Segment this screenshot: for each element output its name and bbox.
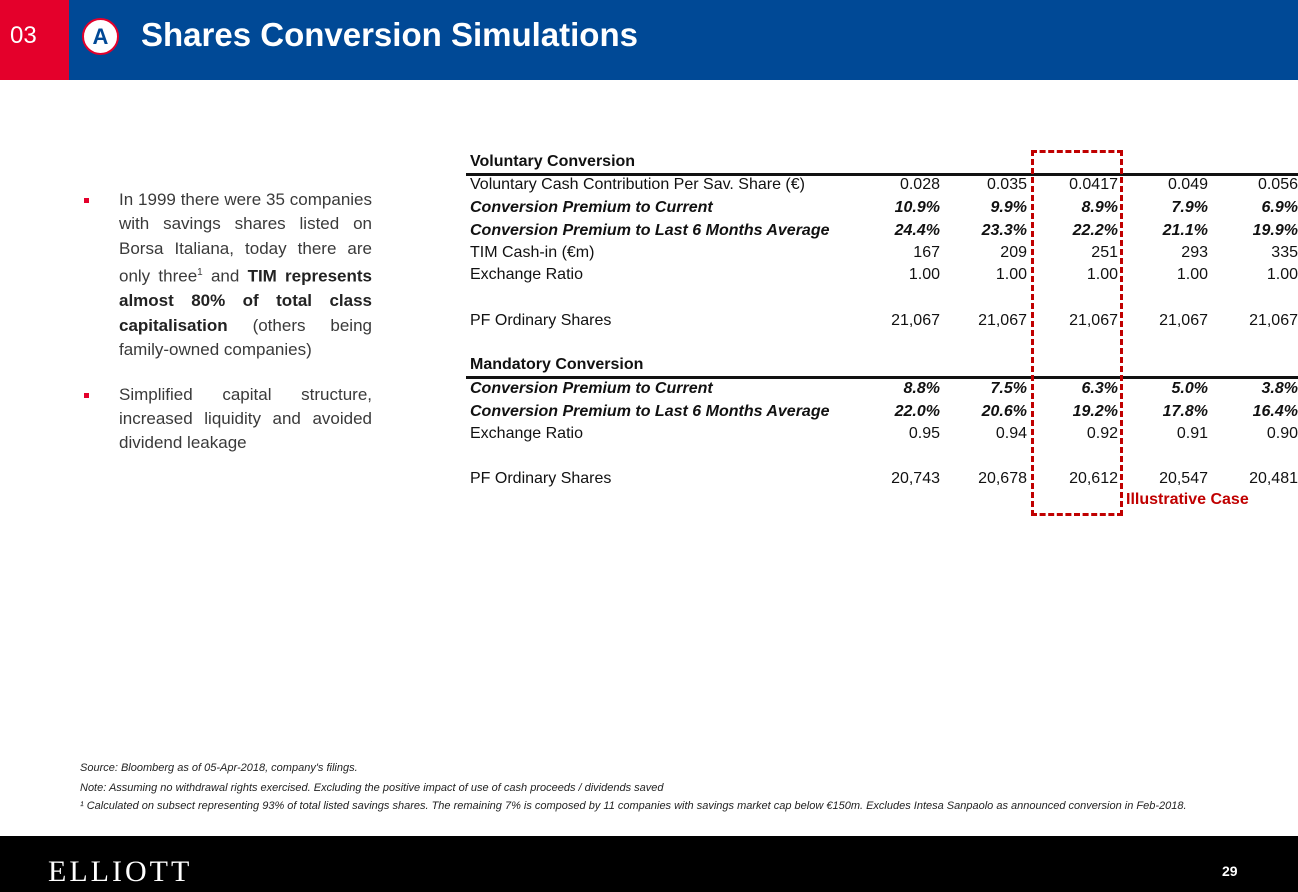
cell: 6.9%	[1261, 199, 1298, 216]
cell: 7.9%	[1171, 199, 1208, 216]
cell: 22.0%	[894, 403, 940, 420]
cell: 251	[1091, 244, 1118, 261]
assumption-note: Note: Assuming no withdrawal rights exercised. Excluding the positive impact of use of cash proceeds / dividends saved	[80, 782, 664, 794]
page-number: 29	[1222, 863, 1238, 879]
cell: 1.00	[1266, 266, 1298, 283]
cell: 24.4%	[894, 222, 940, 239]
bullet-item	[80, 188, 372, 363]
footer-bar	[0, 836, 1298, 892]
cell: 1.00	[1086, 266, 1118, 283]
cell: 1.00	[1176, 266, 1208, 283]
bullet-text: and	[202, 266, 248, 286]
elliott-logo: ELLIOTT	[48, 855, 193, 888]
table-row	[466, 310, 1298, 332]
row-label: Conversion Premium to Current	[470, 380, 713, 397]
cell: 19.9%	[1252, 222, 1298, 239]
bullet-emphasis: TIM represents almost 80% of total class capitalisation	[119, 266, 372, 335]
cell: 10.9%	[894, 199, 940, 216]
cell: 1.00	[995, 266, 1027, 283]
row-label: Exchange Ratio	[470, 425, 583, 442]
cell: 8.9%	[1081, 199, 1118, 216]
bullet-square-icon	[84, 393, 89, 398]
header-bar	[0, 0, 1298, 80]
table-row	[466, 468, 1298, 490]
row-label: Conversion Premium to Last 6 Months Average	[470, 222, 830, 239]
cell: 17.8%	[1162, 403, 1208, 420]
cell: 19.2%	[1072, 403, 1118, 420]
bullet-text: Simplified capital structure, increased liquidity and avoided dividend leakage	[119, 384, 372, 453]
section-number: 03	[0, 0, 69, 80]
cell: 21,067	[1069, 312, 1118, 329]
table-row	[466, 197, 1298, 219]
cell: 21,067	[978, 312, 1027, 329]
cell: 335	[1271, 244, 1298, 261]
cell: 20.6%	[981, 403, 1027, 420]
mandatory-heading: Mandatory Conversion	[470, 356, 644, 373]
cell: 0.94	[995, 425, 1027, 442]
cell: 5.0%	[1171, 380, 1208, 397]
row-label: Exchange Ratio	[470, 266, 583, 283]
cell: 20,678	[978, 470, 1027, 487]
cell: 21,067	[1249, 312, 1298, 329]
cell: 293	[1181, 244, 1208, 261]
bullet-square-icon	[84, 198, 89, 203]
cell: 0.035	[986, 176, 1027, 193]
illustrative-case-label: Illustrative Case	[1126, 491, 1249, 508]
cell: 20,481	[1249, 470, 1298, 487]
page-title: Shares Conversion Simulations	[141, 16, 638, 53]
bullet-list	[80, 188, 372, 476]
illustrative-case-highlight	[1031, 150, 1123, 516]
cell: 1.00	[908, 266, 940, 283]
row-label: TIM Cash-in (€m)	[470, 244, 595, 261]
table-row	[466, 220, 1298, 242]
source-note: Source: Bloomberg as of 05-Apr-2018, company's filings.	[80, 762, 358, 774]
cell: 23.3%	[981, 222, 1027, 239]
cell: 0.0417	[1069, 176, 1118, 193]
cell: 9.9%	[990, 199, 1027, 216]
cell: 20,612	[1069, 470, 1118, 487]
cell: 20,743	[891, 470, 940, 487]
table-row	[466, 401, 1298, 423]
footnote-ref: 1	[197, 267, 203, 279]
row-label: PF Ordinary Shares	[470, 312, 612, 329]
cell: 21,067	[891, 312, 940, 329]
cell: 8.8%	[903, 380, 940, 397]
cell: 6.3%	[1081, 380, 1118, 397]
table-row	[466, 242, 1298, 264]
row-label: PF Ordinary Shares	[470, 470, 612, 487]
bullet-text: (others being family-owned companies)	[119, 315, 372, 360]
cell: 0.028	[899, 176, 940, 193]
cell: 209	[1000, 244, 1027, 261]
cell: 22.2%	[1072, 222, 1118, 239]
table-row	[466, 174, 1298, 196]
row-label: Conversion Premium to Current	[470, 199, 713, 216]
cell: 0.95	[908, 425, 940, 442]
cell: 0.92	[1086, 425, 1118, 442]
section-badge: A	[82, 18, 119, 55]
cell: 0.90	[1266, 425, 1298, 442]
cell: 0.056	[1257, 176, 1298, 193]
table-row	[466, 264, 1298, 286]
cell: 0.91	[1176, 425, 1208, 442]
bullet-item	[80, 383, 372, 456]
row-label: Conversion Premium to Last 6 Months Average	[470, 403, 830, 420]
cell: 7.5%	[990, 380, 1027, 397]
bullet-text: In 1999 there were 35 companies with savings shares listed on Borsa Italiana, today there are only three	[119, 190, 372, 286]
row-label: Voluntary Cash Contribution Per Sav. Share (€)	[470, 176, 805, 193]
table-row	[466, 423, 1298, 445]
cell: 20,547	[1159, 470, 1208, 487]
cell: 0.049	[1167, 176, 1208, 193]
table-row	[466, 378, 1298, 400]
voluntary-heading: Voluntary Conversion	[470, 153, 636, 170]
footnote-1: ¹ Calculated on subsect representing 93% of total listed savings shares. The remaining 7% is composed by 11 companies with savings market cap below €150m. Excludes Intesa Sanpaolo as announced conversion in Feb-2018.	[80, 800, 1187, 812]
cell: 21,067	[1159, 312, 1208, 329]
cell: 3.8%	[1261, 380, 1298, 397]
cell: 16.4%	[1252, 403, 1298, 420]
cell: 21.1%	[1162, 222, 1208, 239]
cell: 167	[913, 244, 940, 261]
